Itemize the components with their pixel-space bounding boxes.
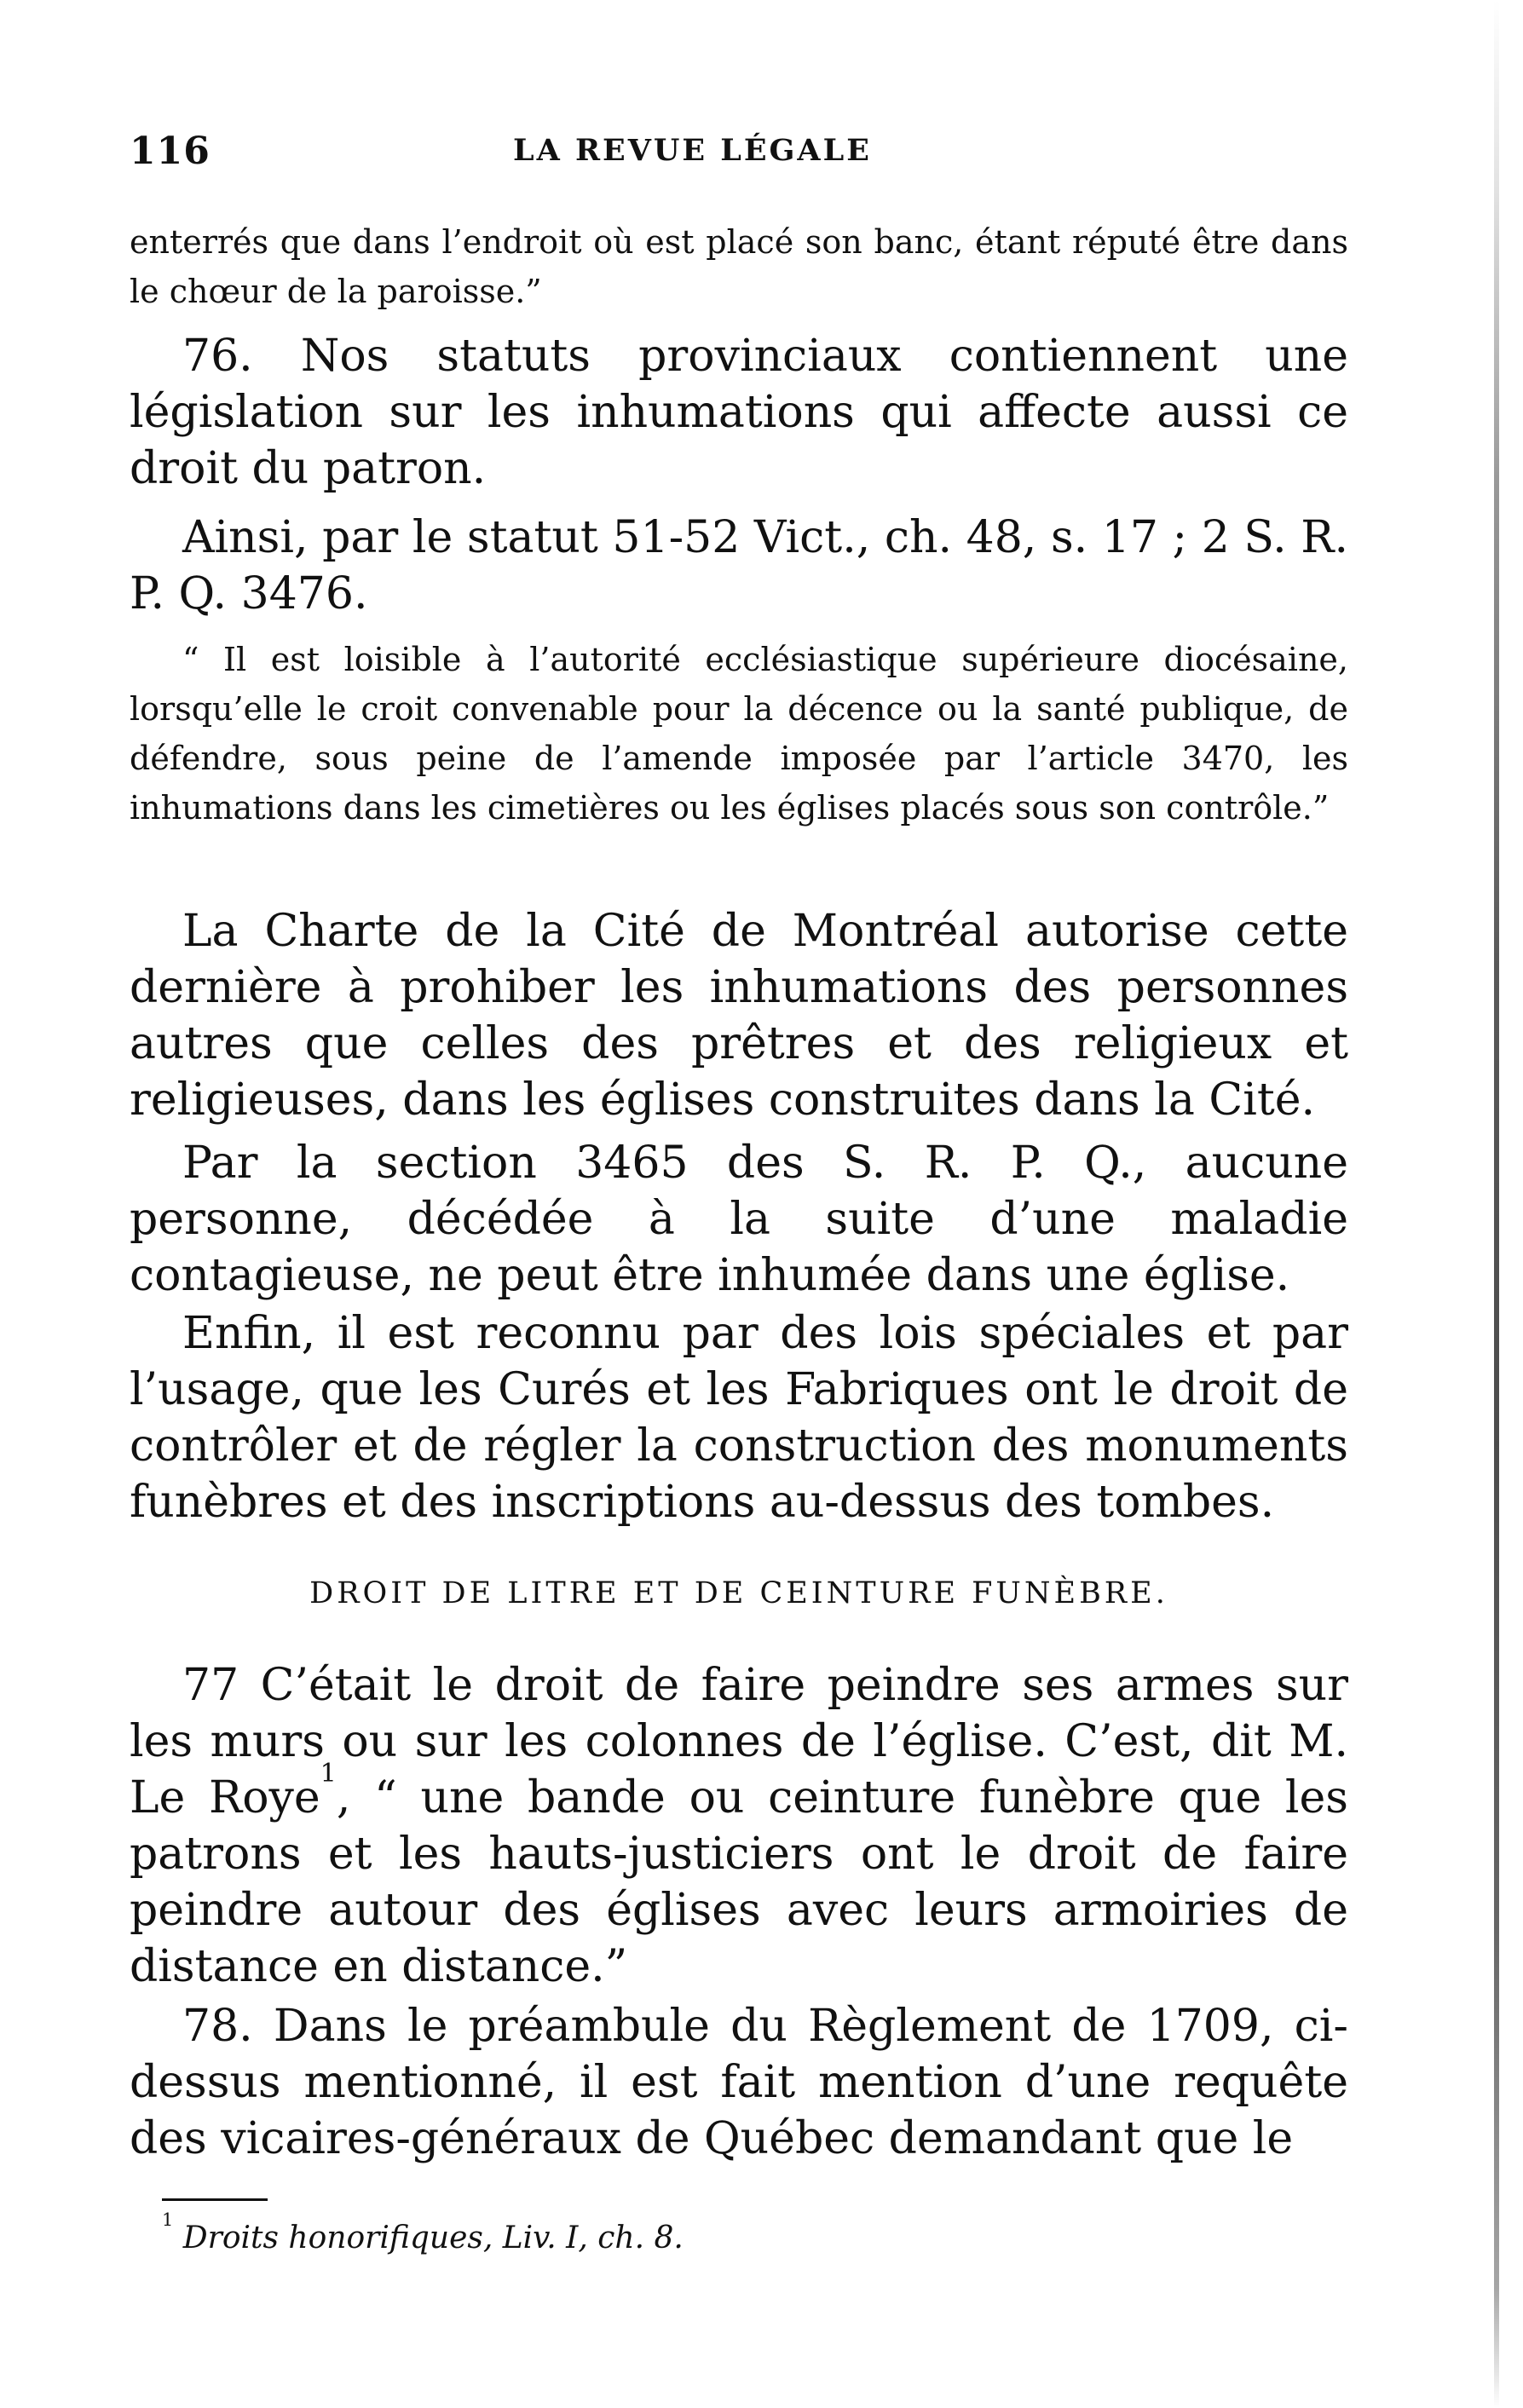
paragraph-6-text: Enfin, il est reconnu par des lois spéciales et par l’usage, que les Curés et les Fabriques ont le droit de contrôler et de régler la construction des monuments funèbres et des inscriptions au-dessus des tombes. [130, 1308, 1348, 1528]
paragraph-montreal-charter [130, 903, 1348, 1128]
paragraph-3-text: Ainsi, par le statut 51-52 Vict., ch. 48, s. 17 ; 2 S. R. P. Q. 3476. [130, 512, 1348, 619]
paragraph-section-3465 [130, 1135, 1348, 1304]
paragraph-1-text: enterrés que dans l’endroit où est placé son banc, étant réputé être dans le chœur de la paroisse.” [130, 223, 1348, 310]
page-header [130, 130, 1348, 181]
quotation-block [130, 635, 1348, 832]
paragraph-7-text-before-note: 77 C’était le droit de faire peindre ses armes sur les murs ou sur les colonnes de l’église. C’est, dit M. Le Roye [130, 1660, 1348, 1823]
paragraph-statute-reference [130, 510, 1348, 622]
page-edge-shadow [1494, 0, 1499, 2408]
quote-text: “ Il est loisible à l’autorité ecclésiastique supérieure diocésaine, lorsqu’elle le croit convenable pour la décence ou la santé publique, de défendre, sous peine de l’amende imposée par l’article 3470, les inhumations dans les cimetières ou les églises placés sous son contrôle.” [130, 641, 1348, 827]
paragraph-continuation [130, 217, 1348, 316]
section-title: DROIT DE LITRE ET DE CEINTURE FUNÈBRE. [309, 1576, 1168, 1610]
footnote-separator [162, 2198, 268, 2201]
footnote [162, 2209, 1185, 2260]
footnote-text: Droits honorifiques, Liv. I, ch. 8. [182, 2221, 684, 2255]
page-number: 116 [130, 130, 211, 173]
paragraph-7-text-after-note: , “ une bande ou ceinture funèbre que les patrons et les hauts-justiciers ont le droit de faire peindre autour des églises avec leurs armoiries de distance en distance.” [130, 1772, 1348, 1992]
footnote-reference: 1 [320, 1758, 337, 1789]
paragraph-monuments [130, 1305, 1348, 1530]
paragraph-78 [130, 1998, 1348, 2167]
paragraph-77 [130, 1657, 1348, 1995]
footnote-marker: 1 [162, 2209, 174, 2231]
paragraph-8-text: 78. Dans le préambule du Règlement de 1709, ci-dessus mentionné, il est fait mention d’une requête des vicaires-généraux de Québec demandant que le [130, 2001, 1348, 2164]
paragraph-76 [130, 328, 1348, 497]
paragraph-4-text: La Charte de la Cité de Montréal autorise cette dernière à prohiber les inhumations des personnes autres que celles des prêtres et des religieux et religieuses, dans les églises construites dans la Cité. [130, 906, 1348, 1126]
running-title: LA REVUE LÉGALE [513, 133, 872, 168]
paragraph-5-text: Par la section 3465 des S. R. P. Q., aucune personne, décédée à la suite d’une maladie contagieuse, ne peut être inhumée dans une église. [130, 1138, 1348, 1301]
paragraph-2-text: 76. Nos statuts provinciaux contiennent une législation sur les inhumations qui affecte aussi ce droit du patron. [130, 331, 1348, 494]
